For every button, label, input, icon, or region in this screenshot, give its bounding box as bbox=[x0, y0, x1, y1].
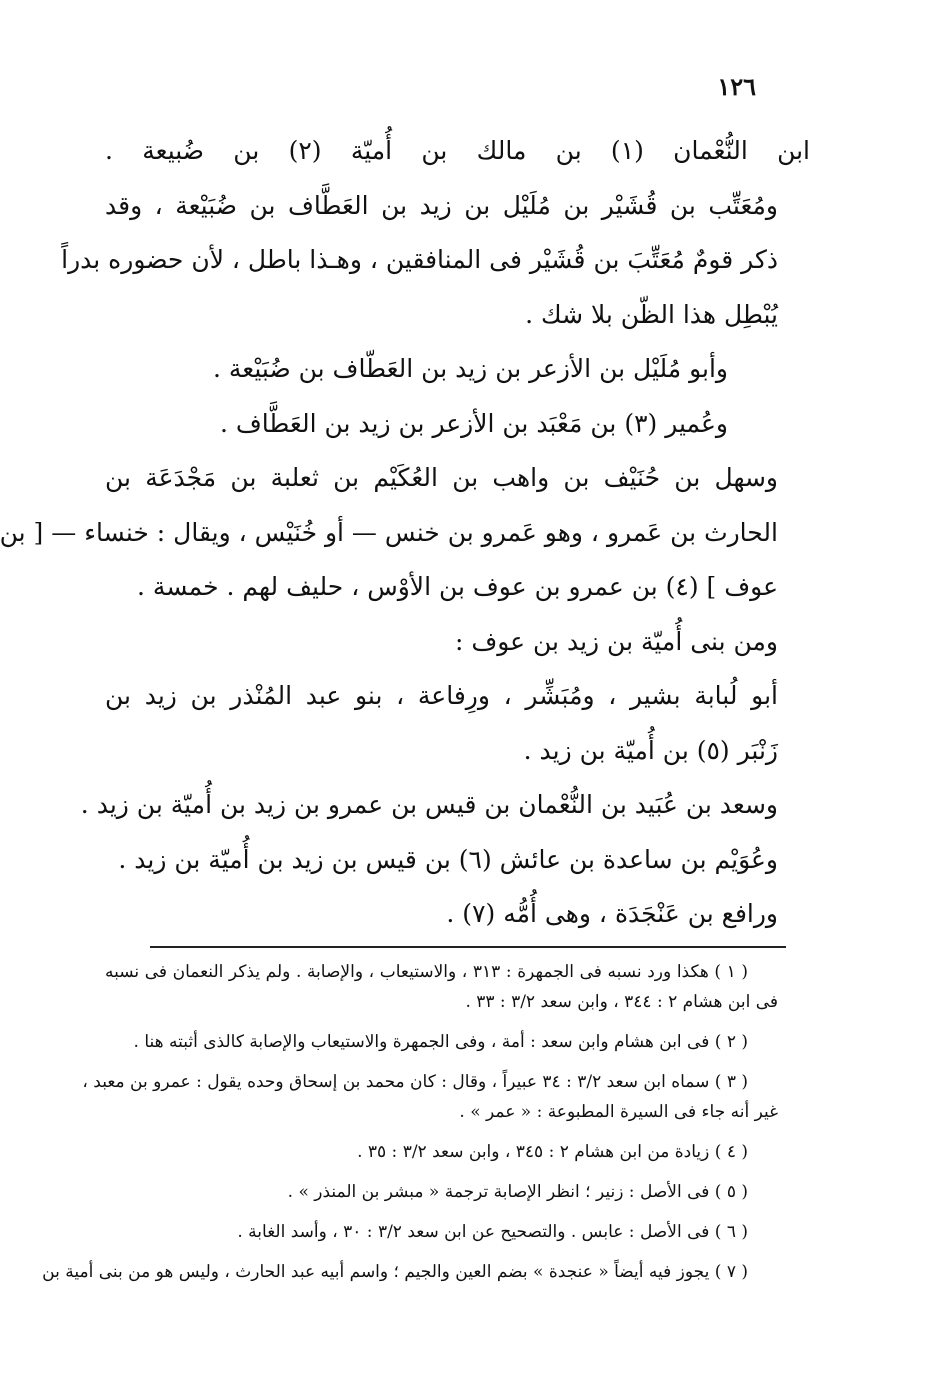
text-line: يُبْطِل هذا الظّن بلا شك . bbox=[525, 299, 778, 329]
text-line: عوف ] (٤) بن عمرو بن عوف بن الأوْس ، حليف لهم . خمسة . bbox=[137, 572, 778, 601]
text-line: ومن بنى أُميّة بن زيد بن عوف : bbox=[454, 626, 778, 656]
footnote-line: ( ٧ ) يجوز فيه أيضاً « عنجدة » بضم العين والجيم ؛ واسم أبيه عبد الحارث ، وليس هو من بنى أمية بن bbox=[42, 1262, 748, 1282]
text-line: ومُعَتِّب بن قُشَيْر بن مُلَيْل بن زيد بن العَطَّاف بن ضُبَيْعة ، وقد bbox=[105, 190, 778, 220]
footnote-line: ( ٤ ) زيادة من ابن هشام ٢ : ٣٤٥ ، وابن سعد ٣/٢ : ٣٥ . bbox=[357, 1142, 748, 1162]
footnote-separator bbox=[150, 946, 786, 948]
text-line: وسهل بن حُنَيْف بن واهب بن العُكَيْم بن ثعلبة بن مَجْدَعَة بن bbox=[105, 463, 778, 492]
footnote-line: غير أنه جاء فى السيرة المطبوعة : « عمر » . bbox=[459, 1102, 778, 1122]
footnote-line: ( ٦ ) فى الأصل : عابس . والتصحيح عن ابن سعد ٣/٢ : ٣٠ ، وأسد الغابة . bbox=[237, 1222, 748, 1242]
text-line: وعُمير (٣) بن مَعْبَد بن الأزعر بن زيد بن العَطَّاف . bbox=[219, 408, 728, 438]
footnote-line: ( ٣ ) سماه ابن سعد ٣/٢ : ٣٤ عبيراً ، وقال : كان محمد بن إسحاق وحده يقول : عمرو بن معبد ، bbox=[82, 1072, 748, 1092]
text-line: وأبو مُلَيْل بن الأزعر بن زيد بن العَطّاف بن ضُبَيْعة . bbox=[213, 354, 728, 383]
page-number: ١٢٦ bbox=[717, 72, 756, 101]
text-line: أبو لُبابة بشير ، ومُبَشِّر ، ورِفاعة ، بنو عبد المُنْذر بن زيد بن bbox=[105, 681, 778, 710]
text-line: زَنْبَر (٥) بن أُميّة بن زيد . bbox=[523, 735, 778, 765]
footnote-line: ( ٢ ) فى ابن هشام وابن سعد : أمة ، وفى الجمهرة والاستيعاب والإصابة كالذى أثبته هنا . bbox=[133, 1032, 748, 1052]
text-line: ذكر قومٌ مُعَتِّبَ بن قُشَيْر فى المنافقين ، وهـذا باطل ، لأن حضوره بدراً bbox=[61, 245, 778, 274]
main-text bbox=[0, 124, 811, 942]
footnote-line: ( ١ ) هكذا ورد نسبه فى الجمهرة : ٣١٣ ، والاستيعاب ، والإصابة . ولم يذكر النعمان فى نسبه bbox=[105, 962, 749, 982]
footnotes bbox=[42, 957, 778, 1287]
text-line: وعُوَيْم بن ساعدة بن عائش (٦) بن قيس بن زيد بن أُميّة بن زيد . bbox=[118, 844, 778, 874]
text-line: وسعد بن عُبَيد بن النُّعْمان بن قيس بن عمرو بن زيد بن أُميّة بن زيد . bbox=[80, 790, 778, 819]
text-line: الحارث بن عَمرو ، وهو عَمرو بن خنس — أو خُنَيْس ، ويقال : خنساء — [ بن bbox=[0, 517, 778, 547]
text-line: ورافع بن عَنْجَدَة ، وهى أُمُّه (٧) . bbox=[446, 899, 778, 928]
footnote-line: فى ابن هشام ٢ : ٣٤٤ ، وابن سعد ٣/٢ : ٣٣ . bbox=[465, 992, 778, 1012]
text-line: ابن النُّعْمان (١) بن مالك بن أُميّة (٢) بن ضُبيعة . bbox=[105, 136, 811, 165]
footnote-line: ( ٥ ) فى الأصل : زنير ؛ انظر الإصابة ترجمة « مبشر بن المنذر » . bbox=[287, 1182, 748, 1202]
